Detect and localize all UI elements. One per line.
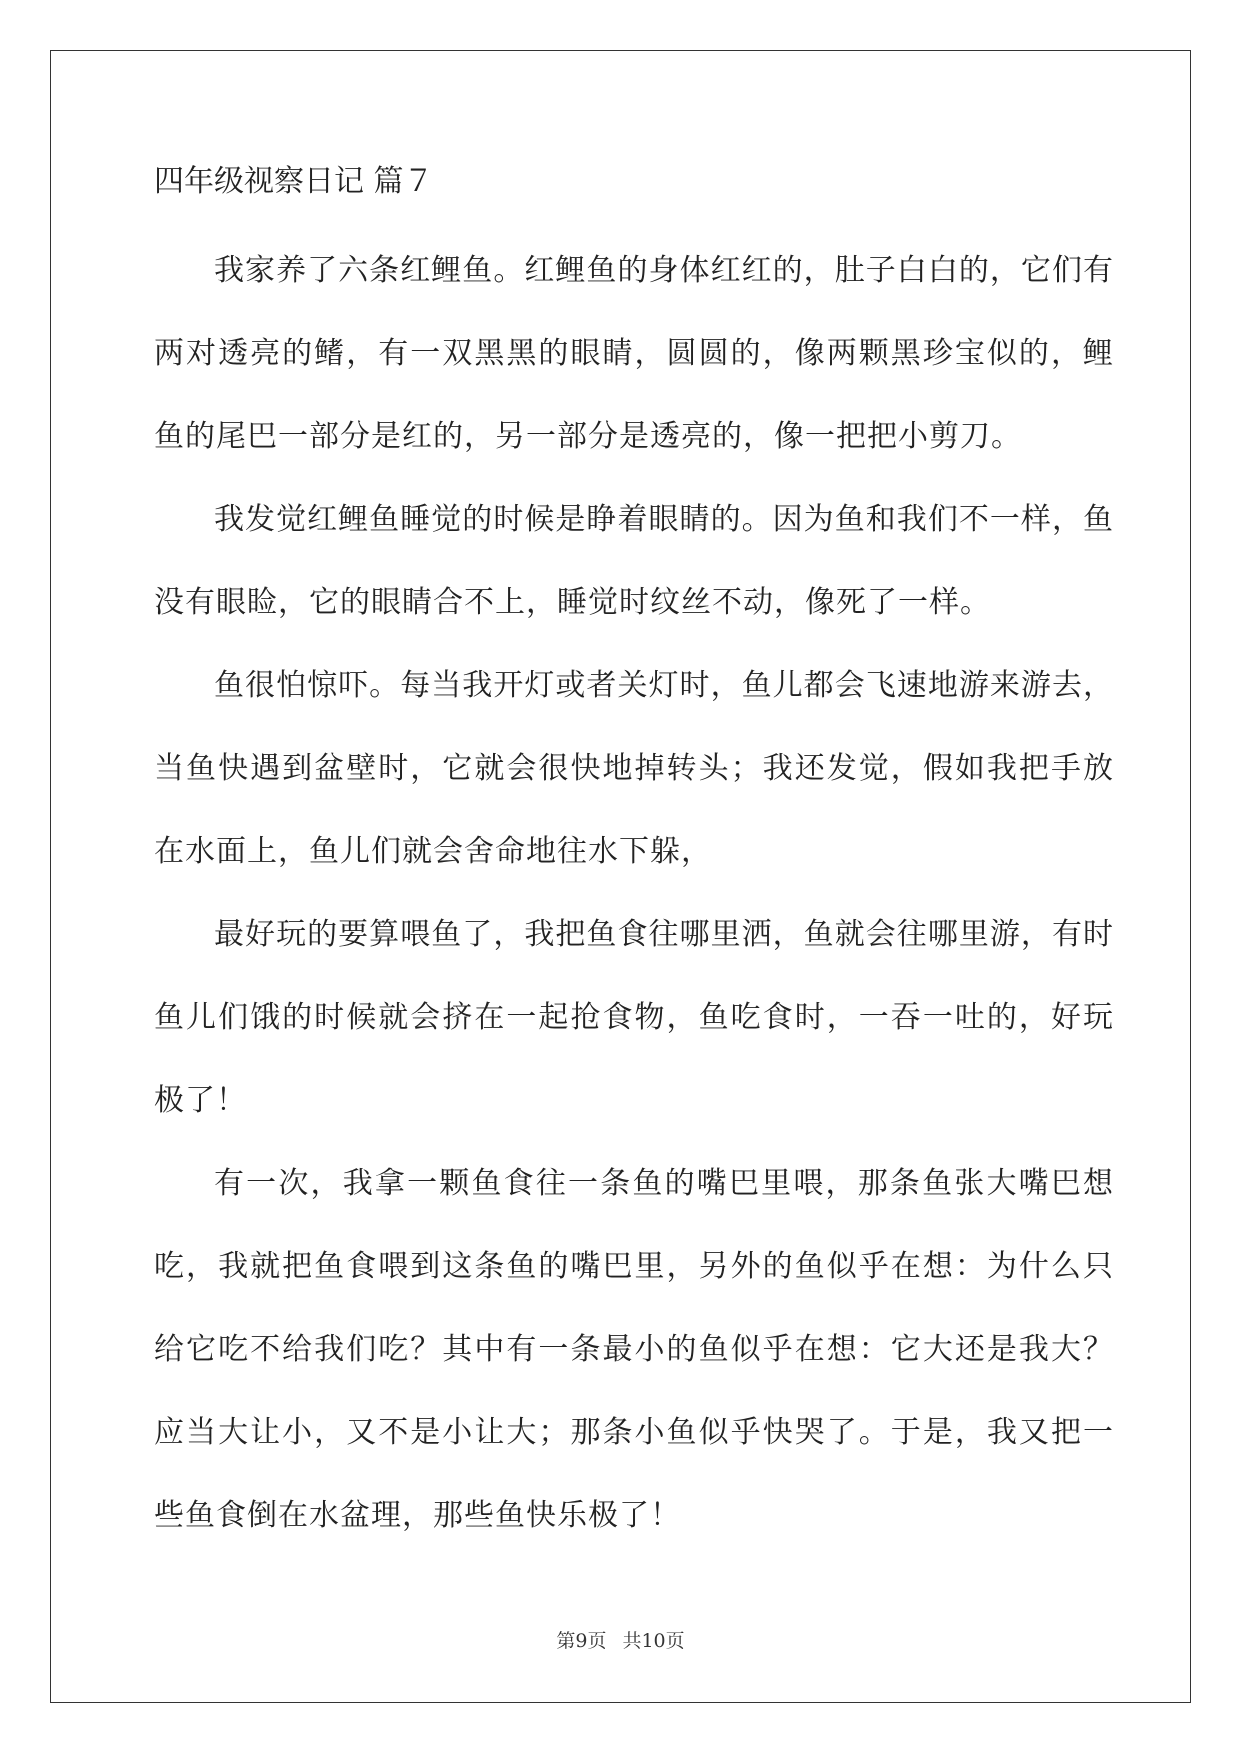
- page-number-current: 第9页: [556, 1630, 607, 1652]
- paragraph-5: 有一次，我拿一颗鱼食往一条鱼的嘴巴里喂，那条鱼张大嘴巴想吃，我就把鱼食喂到这条鱼的嘴巴里，另外的鱼似乎在想：为什么只给它吃不给我们吃？其中有一条最小的鱼似乎在想：它大还是我大？应当大让小，又不是小让大；那条小鱼似乎快哭了。于是，我又把一些鱼食倒在水盆理，那些鱼快乐极了！: [154, 1166, 1114, 1533]
- page-footer: [0, 1629, 1241, 1653]
- document-title: 四年级视察日记 篇７: [154, 164, 434, 199]
- paragraph-4: 最好玩的要算喂鱼了，我把鱼食往哪里洒，鱼就会往哪里游，有时鱼儿们饿的时候就会挤在一起抢食物，鱼吃食时，一吞一吐的，好玩极了！: [154, 917, 1114, 1118]
- paragraph-1: 我家养了六条红鲤鱼。红鲤鱼的身体红红的，肚子白白的，它们有两对透亮的鳍，有一双黑黑的眼睛，圆圆的，像两颗黑珍宝似的，鲤鱼的尾巴一部分是红的，另一部分是透亮的，像一把把小剪刀。: [154, 253, 1114, 454]
- page-number-total: 共10页: [622, 1630, 685, 1652]
- paragraph-3: 鱼很怕惊吓。每当我开灯或者关灯时，鱼儿都会飞速地游来游去，当鱼快遇到盆壁时，它就会很快地掉转头；我还发觉，假如我把手放在水面上，鱼儿们就会舍命地往水下躲，: [154, 668, 1114, 869]
- document-body: [154, 161, 1114, 1557]
- paragraph-2: 我发觉红鲤鱼睡觉的时候是睁着眼睛的。因为鱼和我们不一样，鱼没有眼睑，它的眼睛合不上，睡觉时纹丝不动，像死了一样。: [154, 502, 1114, 620]
